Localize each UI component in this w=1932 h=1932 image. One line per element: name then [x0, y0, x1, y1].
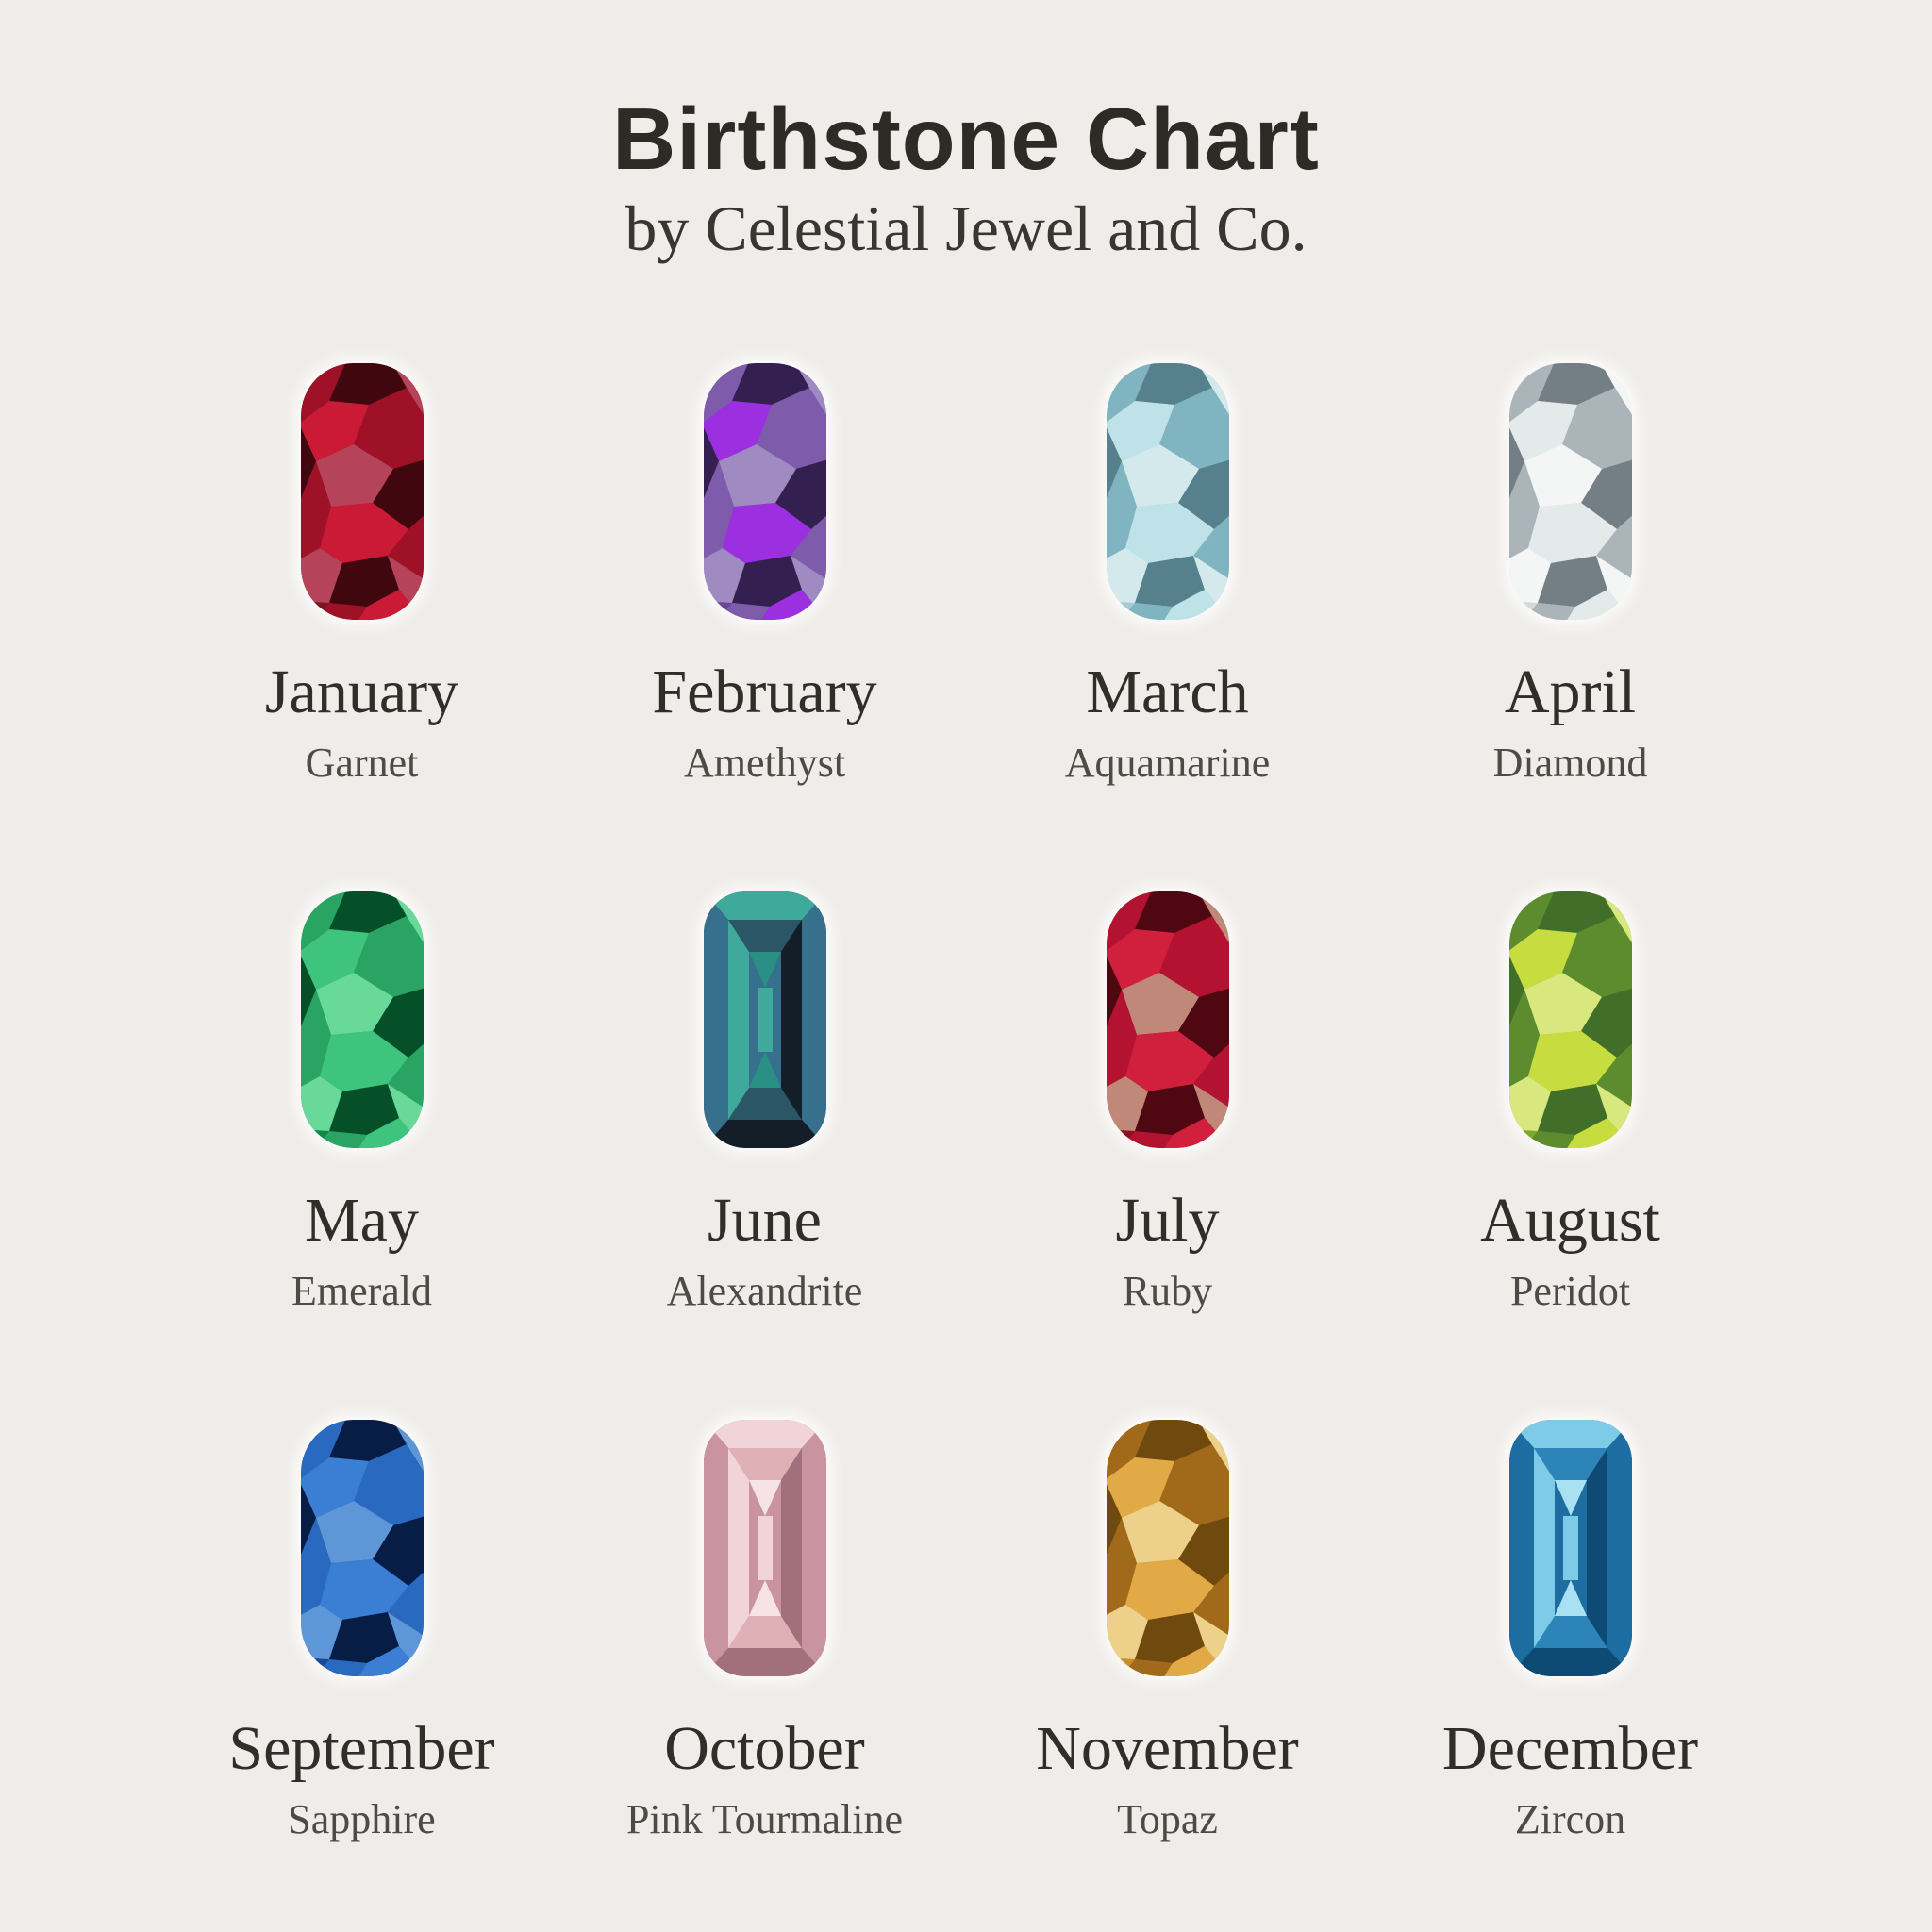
- month-label: August: [1480, 1186, 1660, 1255]
- alexandrite-gem-image: [704, 891, 826, 1148]
- garnet-gem-image: [301, 363, 424, 620]
- month-label: July: [1115, 1186, 1220, 1255]
- gem-cell: [966, 868, 1369, 1396]
- topaz-gem-image: [1107, 1420, 1229, 1676]
- amethyst-gem-image: [704, 363, 826, 620]
- gem-grid: [160, 340, 1772, 1924]
- stone-label: Sapphire: [288, 1795, 436, 1842]
- month-label: January: [264, 658, 459, 726]
- stone-label: Aquamarine: [1064, 739, 1271, 786]
- month-label: June: [708, 1186, 822, 1255]
- page-subtitle: by Celestial Jewel and Co.: [625, 192, 1307, 265]
- gem-cell: [160, 340, 563, 868]
- stone-label: Ruby: [1122, 1267, 1213, 1314]
- stone-label: Garnet: [305, 739, 419, 786]
- gem-cell: [563, 340, 966, 868]
- stone-label: Pink Tourmaline: [625, 1795, 904, 1842]
- gem-cell: [966, 340, 1369, 868]
- gem-cell: [966, 1396, 1369, 1924]
- stone-label: Alexandrite: [666, 1267, 863, 1314]
- stone-label: Topaz: [1117, 1795, 1218, 1842]
- gem-cell: [1369, 1396, 1772, 1924]
- pink-tourmaline-gem-image: [704, 1420, 826, 1676]
- stone-label: Emerald: [291, 1267, 433, 1314]
- ruby-gem-image: [1107, 891, 1229, 1148]
- month-label: March: [1086, 658, 1249, 726]
- diamond-gem-image: [1509, 363, 1632, 620]
- month-label: December: [1441, 1714, 1699, 1783]
- month-label: September: [228, 1714, 495, 1783]
- gem-cell: [1369, 868, 1772, 1396]
- emerald-gem-image: [301, 891, 424, 1148]
- sapphire-gem-image: [301, 1420, 424, 1676]
- aquamarine-gem-image: [1107, 363, 1229, 620]
- month-label: April: [1504, 658, 1637, 726]
- gem-cell: [160, 1396, 563, 1924]
- stone-label: Zircon: [1514, 1795, 1626, 1842]
- stone-label: Diamond: [1492, 739, 1648, 786]
- month-label: February: [652, 658, 877, 726]
- gem-cell: [563, 868, 966, 1396]
- month-label: November: [1036, 1714, 1299, 1783]
- month-label: October: [664, 1714, 865, 1783]
- gem-cell: [1369, 340, 1772, 868]
- month-label: May: [305, 1186, 419, 1255]
- stone-label: Peridot: [1509, 1267, 1631, 1314]
- gem-cell: [160, 868, 563, 1396]
- zircon-gem-image: [1509, 1420, 1632, 1676]
- stone-label: Amethyst: [683, 739, 846, 786]
- gem-cell: [563, 1396, 966, 1924]
- peridot-gem-image: [1509, 891, 1632, 1148]
- page-title: Birthstone Chart: [612, 90, 1320, 188]
